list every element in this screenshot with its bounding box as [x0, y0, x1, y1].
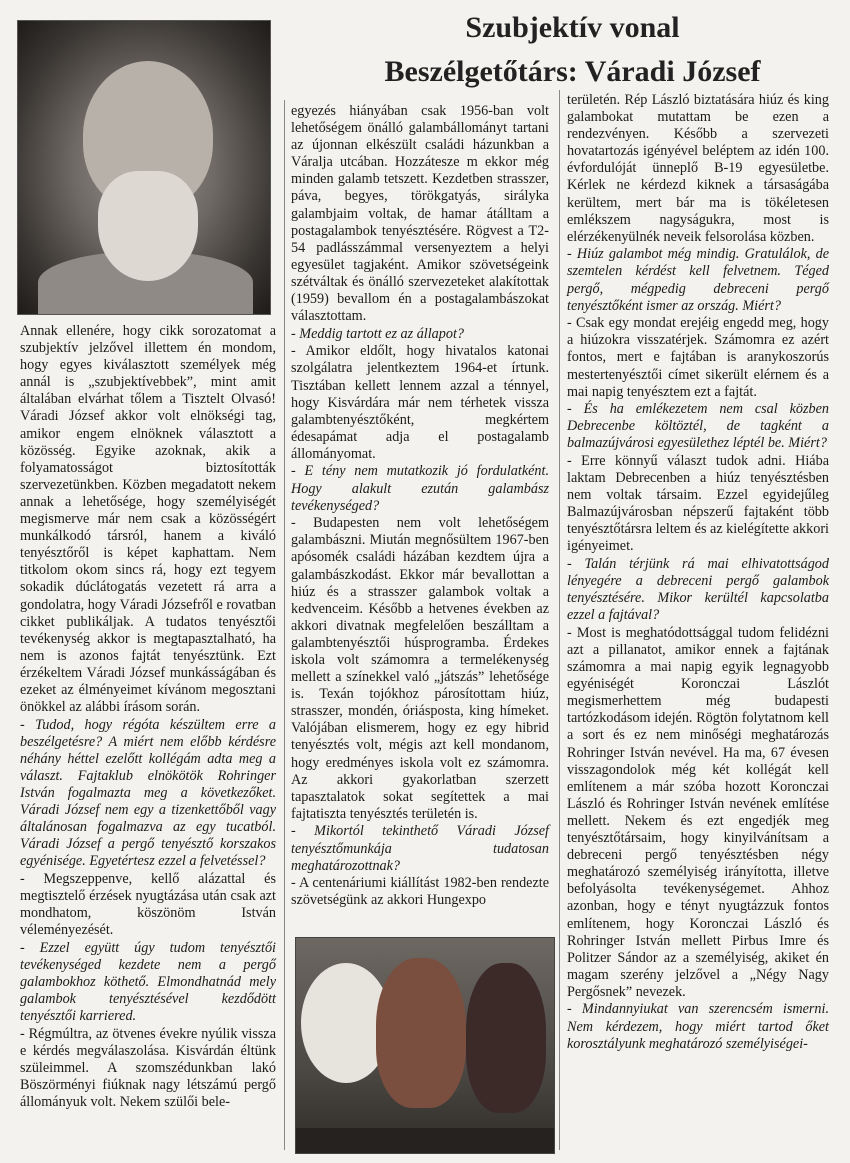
photo-floor	[296, 1128, 554, 1153]
question-paragraph: - Tudod, hogy régóta készültem erre a beszélgetésre? A miért nem előbb kérdésre néhány héttel ezelőtt kollégám adta meg a választ. Fajtaklub elnökötök Rohringer István fogalmazta meg a következőket. Váradi József nem egy a tizenkettőből vagy általánosan fogalmazva az egy tucatból. Váradi József a pergő tenyésztő korszakos egyénisége. Egyetértesz ezzel a felvetéssel?	[20, 716, 276, 870]
article-title-line1: Szubjektív vonal	[465, 11, 680, 44]
paragraph: - Budapesten nem volt lehetőségem galambászni. Miután megnősültem 1967-ben apósomék családi házában kezdtem újra a galambászkodást. Ekkor már bevallottan a hiúz és a strasszer galambok voltak a kedvenceim. Később a hetvenes években az akkori divatnak megfelelően beszálltam a galambtenyésztői húsprogramba. Érdekes iskola volt számomra a termelékenység mellett a színekkel való „játszás” lehetősége is. Texán tojókhoz párosítottam hiúz, strasszer, mondén, óriásposta, king hímeket. Valójában elismerem, hogy ez egy hibrid tenyésztés volt, mégis azt kell mondanom, hogy eredményes iskola volt ez számomra. Az akkori gyakorlatban szerzett tapasztalatok sokat segítettek a mai fajtatiszta tenyésztés területén is.	[291, 515, 549, 822]
question-paragraph: - Mindannyiukat van szerencsém ismerni. Nem kérdezem, hogy miért tartod őket korosztályunk meghatározó személyiségei-	[567, 1001, 829, 1052]
article-title-line2: Beszélgetőtárs: Váradi József	[384, 55, 761, 88]
paragraph: - Megszeppenve, kellő alázattal és megtisztelő érzések nyugtázása után csak azt mondhatom, köszönöm István véleményezését.	[20, 871, 276, 939]
paragraph: Annak ellenére, hogy cikk sorozatomat a szubjektív jelzővel illettem én mondom, hogy egyes kiválasztott személyek még annál is „szubjektívebbek”, mint amit általában elvárhat tőlem a Tisztelt Olvasó! Váradi József akkor volt elnökségi tag, amikor engem elnöknek választott a közösség. Egyike azoknak, akik a folyamatosságot biztosították szervezetünkben. Közben megadatott nekem annak a lehetősége, hogy személyiségét megismerve már nem csak a közösségért munkálkodó társról, hanem a kiváló tenyésztőről is képet kaphattam. Nem titkolom okom sincs rá, hogy ezt tegyem sokadik dúclátogatás vezetett rá arra a gondolatra, hogy Váradi Józsefről e rovatban cikket publikáljak. A tudatos tenyésztői tevékenység akkor is megtapasztalható, ha nem is azonos fajtát tenyésztünk. Ezt érzékeltem Váradi József munkásságában és ezeket az élményeimet kívánom megosztani önökkel az alábbi írásom során.	[20, 323, 276, 716]
question-paragraph: - Ezzel együtt úgy tudom tenyésztői tevékenységed kezdete nem a pergő galambokhoz köthető. Elmondhatnád mely galambok tenyésztésével kezdődött tenyésztői karriered.	[20, 939, 276, 1025]
question-paragraph: - Hiúz galambot még mindig. Gratulálok, de szemtelen kérdést kell felvetnem. Téged pergő, mégpedig debreceni pergő tenyésztőként ismer az ország. Miért?	[567, 246, 829, 314]
paragraph: - Régmúltra, az ötvenes évekre nyúlik vissza e kérdés megválaszolása. Kisvárdán éltünk szüleimmel. A szomszédunkban lakó Böszörményi fiúknak nagy létszámú pergő állományuk volt. Nekem szülői bele-	[20, 1025, 276, 1111]
text-column-3	[567, 92, 829, 1053]
question-paragraph: - Mikortól tekinthető Váradi József tenyésztőmunkája tudatosan meghatározottnak?	[291, 823, 549, 874]
paragraph: - A centenáriumi kiállítást 1982-ben rendezte szövetségünk az akkori Hungexpo	[291, 875, 549, 909]
paragraph: egyezés hiányában csak 1956-ban volt lehetőségem önálló galambállományt tartani az újonnan elkészült családi házunkban a Váralja utcában. Hozzátesze m ekkor még minden galamb tetszett. Kezdetben strasszer, páva, begyes, törökgatyás, sirályka galambjaim voltak, de hamar átálltam a postagalambok tenyésztésére. Rögvest a T2-54 padlásszámmal versenyeztem a helyi egyesület tagjaként. Amikor szövetségeink szétváltak és önálló szervezeteket alakítottak (1959) bevallom én a postagalambászokat választottam.	[291, 103, 549, 325]
portrait-beard	[98, 171, 198, 281]
pigeon-dark	[466, 963, 546, 1113]
paragraph: - Amikor eldőlt, hogy hivatalos katonai szolgálatra jelentkeztem 1964-et írtunk. Tisztában kellett lennem azzal a ténnyel, hogy Kisvárdára már nem térhetek vissza galambtenyésztőként, megkértem édesapámat adja el postagalamb állományomat.	[291, 343, 549, 462]
question-paragraph: - E tény nem mutatkozik jó fordulatként. Hogy alakult ezután galambász tevékenységed?	[291, 463, 549, 514]
column-divider	[284, 100, 285, 1150]
paragraph: - Most is meghatódottsággal tudom felidézni azt a pillanatot, amikor ennek a fajtának számomra a mai napig egyik legnagyobb egyéniségét Koronczai Lászlót megismerhettem még budapesti tartózkodásom idején. Rögtön folytatnom kell a sort és ez nem minőségi meghatározás Rohringer István nevével. Ha ma, 67 évesen visszagondolok még két kollégát kell említenem a már szóba hozott Koronczai László és Rohringer István nevének említése mellett. Nekem és ezt engedjék meg tenyésztőtársaim, hogy kinyilvánítsam a debreceni pergő tenyésztésben négy meghatározó személyiség irányította, illetve befolyásolta tevékenységemet. Ahhoz azonban, hogy e tényt nyugtázzuk fontos említenem, hogy Koronczai László és Rohringer István mellett Pirbus Imre és Politzer Sándor az a személyiség, akiket én magam szerény jelzővel a „Négy Nagy Pergősnek” nevezek.	[567, 624, 829, 1000]
question-paragraph: - Talán térjünk rá mai elhivatottságod lényegére a debreceni pergő galambok tenyésztésére. Mikor kerültél kapcsolatba ezzel a fajtával?	[567, 556, 829, 624]
paragraph: területén. Rép László biztatására hiúz és king galambokat mutattam be ezen a rendezvényen. Később a szervezeti hovatartozás igényével beléptem az idén 100. évfordulóját ünneplő B-19 egyesületbe. Kérlek ne kérdezd kiknek a társaságába kerültem, mert bár ma is tökéletesen emlékszem nagyságukra, most is elérzékenyülnék neveik felsorolása közben.	[567, 92, 829, 245]
text-column-2	[291, 103, 549, 910]
portrait-photo	[17, 20, 271, 315]
column-divider	[559, 90, 560, 1150]
article-title	[300, 6, 845, 94]
question-paragraph: - És ha emlékezetem nem csal közben Debrecenbe költöztél, de tagként a balmazújvárosi egyesülethez léptél be. Miért?	[567, 401, 829, 452]
pigeon-red	[376, 958, 466, 1108]
text-column-1	[20, 323, 276, 1112]
paragraph: - Erre könnyű választ tudok adni. Hiába laktam Debrecenben a hiúz tenyésztésben nem voltak társaim. Ezzel egyidejűleg Balmazújvárosban népszerű fajtaként több tenyésztőtársra leltem és az kielégítette akkori igényeimet.	[567, 452, 829, 555]
question-paragraph: - Meddig tartott ez az állapot?	[291, 325, 465, 342]
paragraph: - Csak egy mondat erejéig engedd meg, hogy a hiúzokra visszatérjek. Számomra ez azért fontos, mert e fajtában is aranykoszorús mestertenyésztői címet sikerült elérnem és a mai napig tenyésztem ezt a fajtát.	[567, 315, 829, 400]
pigeons-photo	[295, 937, 555, 1154]
